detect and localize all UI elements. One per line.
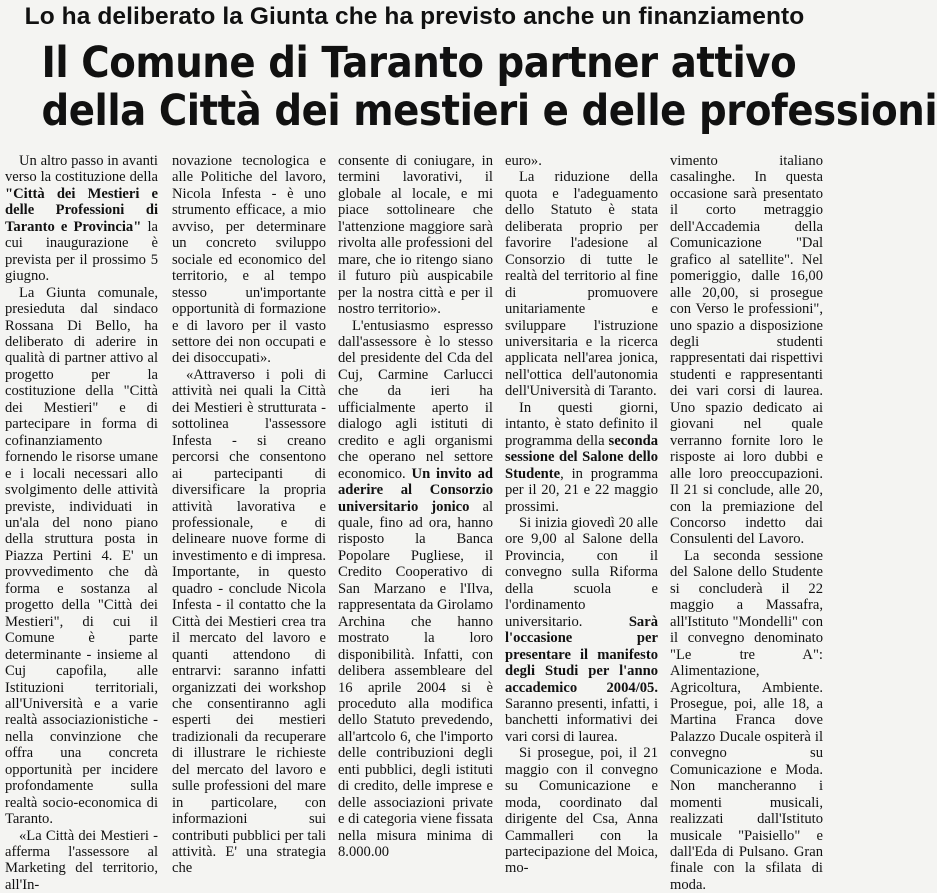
paragraph: Si prosegue, poi, il 21 maggio con il convegno su Comunicazione e moda, coordinato dal dirigente del Csa, Anna Cammalleri con la partecipazione del Moica, mo- bbox=[505, 745, 658, 877]
paragraph: In questi giorni, intanto, è stato definito il programma della seconda sessione del Salone dello Studente, in programma per il 20, 21 e 22 maggio prossimi. bbox=[505, 399, 658, 515]
bold-text: "Città dei Mestieri e delle Professioni di Taranto e Provincia" bbox=[5, 185, 158, 235]
column-2 bbox=[172, 153, 327, 877]
column-1 bbox=[5, 153, 158, 893]
paragraph: L'entusiasmo espresso dall'assessore è lo stesso del presidente del Cda del Cuj, Carmine Carlucci che da ieri ha ufficialmente aperto il dialogo agli istituti di credito e agli organismi che operano nel settore economico. Un invito ad aderire al Consorzio universitario jonico al quale, fino ad ora, hanno risposto la Banca Popolare Pugliese, il Credito Cooperativo di San Marzano e l'Ilva, rappresentata da Girolamo Archina che hanno mostrato la loro disponibilità. Infatti, con delibera assembleare del 16 aprile 2004 si è proceduto alla modifica dello Statuto prevedendo, all'artcolo 6, che l'importo delle contribuzioni degli enti pubblici, degli istituti di credito, delle imprese e delle associazioni private e di categoria viene fissata nella misura minima di 8.000.00 bbox=[338, 317, 494, 861]
bold-text: Un invito ad aderire al Consorzio universitario jonico bbox=[338, 465, 493, 515]
paragraph: «La Città dei Mestieri - afferma l'assessore al Marketing del territorio, all'In- bbox=[5, 827, 158, 893]
headline-line-2: della Città dei mestieri e delle professioni bbox=[41, 86, 937, 136]
paragraph: La riduzione della quota e l'adeguamento dello Statuto è stata deliberata proprio per favorire l'adesione al Consorzio di tutte le realtà del territorio al fine di promuovere unitariamente e sviluppare l'istruzione universitaria e la ricerca applicata nell'area jonica, nell'ottica dell'autonomia dell'Università di Taranto. bbox=[505, 169, 658, 400]
paragraph: La Giunta comunale, presieduta dal sindaco Rossana Di Bello, ha deliberato di aderire in qualità di partner attivo al progetto per la costituzione della "Città dei Mestieri" e di partecipare in forma di cofinanziamento fornendo le risorse umane e i locali necessari allo svolgimento delle attività previste, individuati in un'ala del nono piano della struttura posta in Piazza Pertini 4. E' un provvedimento che dà forma e sostanza al progetto della "Città dei Mestieri", di cui il Comune è parte determinante - insieme al Cuj capofila, alle Istituzioni territoriali, all'Università e a varie realtà associazionistiche - nella convinzione che offra una concreta opportunità per incidere profondamente sulla realtà socio-economica di Taranto. bbox=[5, 284, 158, 828]
paragraph: La seconda sessione del Salone dello Studente si concluderà il 22 maggio a Massafra, all'Istituto "Mondelli" con il convegno denominato "Le tre A": Alimentazione, Agricoltura, Ambiente. Prosegue, poi, alle 18, a Martina Franca dove Palazzo Ducale ospiterà il convegno su Comunicazione e Moda. Non mancheranno i momenti musicali, realizzati dall'Istituto musicale "Paisiello" e dall'Eda di Pulsano. Gran finale con la sfilata di moda. bbox=[670, 547, 823, 893]
paragraph: Si inizia giovedì 20 alle ore 9,00 al Salone della Provincia, con il convegno sulla Riforma della scuola e l'ordinamento universitario. Sarà l'occasione per presentare il manifesto degli Studi per l'anno accademico 2004/05. Saranno presenti, infatti, i banchetti informativi dei vari corsi di laurea. bbox=[505, 514, 658, 745]
headline-line-1: Il Comune di Taranto partner attivo bbox=[41, 38, 797, 88]
bold-text: seconda sessione del Salone dello Studente bbox=[505, 432, 658, 482]
paragraph: consente di coniugare, in termini lavorativi, il globale al locale, e mi piace sottolineare che l'attenzione maggiore sarà rivolta alle professioni del mare, che io ritengo siano il futuro più auspicabile per la nostra città e per il nostro territorio». bbox=[338, 153, 493, 318]
paragraph: «Attraverso i poli di attività nei quali la Città dei Mestieri è strutturata - sottolinea l'assessore Infesta - si creano percorsi che consentono ai partecipanti di diversificare la propria attività lavorativa e professionale, e di delineare nuove forme di investimento e di impresa. Importante, in questo quadro - conclude Nicola Infesta - il contatto che la Città dei Mestieri crea tra il mercato del lavoro e quanti attendono di entrarvi: saranno infatti organizzati dei workshop che consentiranno agli esperti dei mestieri tradizionali da recuperare di illustrare le richieste del mercato del lavoro e sulle professioni del mare in particolare, con informazioni sui contributi pubblici per tali attività. E' una strategia che bbox=[172, 366, 327, 877]
paragraph: novazione tecnologica e alle Politiche del lavoro, Nicola Infesta - è uno strumento efficace, a mio avviso, per determinare un concreto sviluppo sociale ed economico del territorio, e al tempo stesso un'importante opportunità di formazione e di lavoro per il vasto settore dei non occupati e dei disoccupati». bbox=[172, 153, 326, 367]
column-5 bbox=[670, 153, 823, 893]
kicker: Lo ha deliberato la Giunta che ha previsto anche un finanziamento bbox=[24, 3, 805, 30]
paragraph: Un altro passo in avanti verso la costituzione della "Città dei Mestieri e delle Professioni di Taranto e Provincia" la cui inaugurazione è prevista per il prossimo 5 giugno. bbox=[5, 153, 158, 285]
paragraph: vimento italiano casalinghe. In questa occasione sarà presentato il corto metraggio dell'Accademia della Comunicazione "Dal grafico al satellite". Nel pomeriggio, dalle 16,00 alle 20,00, si prosegue con Verso le professioni", uno spazio a disposizione degli studenti rappresentati dai rispettivi studenti e rappresentanti dei vari corsi di laurea. Uno spazio dedicato ai giovani nel quale verranno fornite loro le risposte ai loro dubbi e alle loro preoccupazioni. Il 21 si conclude, alle 20, con la premiazione del Concorso indetto dai Consulenti del Lavoro. bbox=[670, 153, 823, 548]
paragraph: euro». bbox=[505, 153, 542, 169]
column-4 bbox=[505, 153, 658, 877]
column-3 bbox=[338, 153, 494, 861]
bold-text: Sarà l'occasione per presentare il manifesto degli Studi per l'anno accademico 2004/05. bbox=[505, 613, 658, 696]
